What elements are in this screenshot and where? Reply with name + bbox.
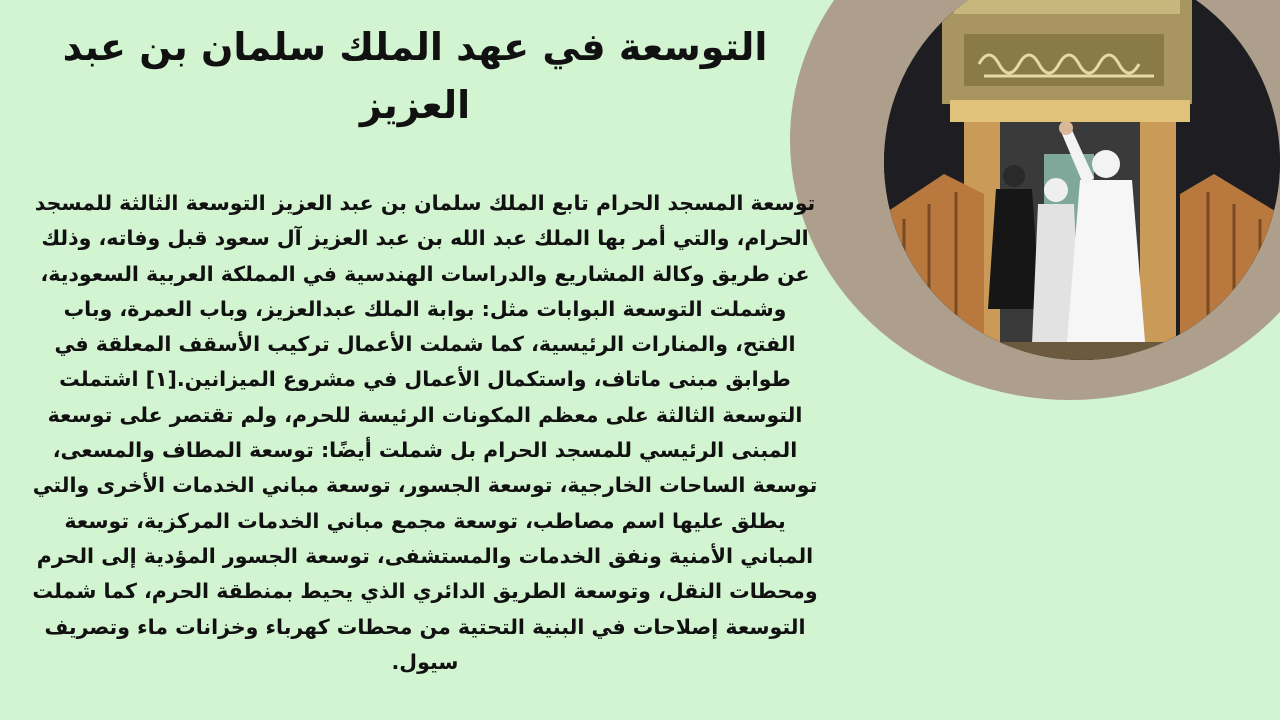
- slide-title: التوسعة في عهد الملك سلمان بن عبد العزيز: [62, 25, 768, 127]
- king-head: [1092, 150, 1120, 178]
- kiswa-calligraphy-band: [964, 34, 1164, 86]
- guard-head: [1003, 165, 1025, 187]
- door-lintel: [950, 100, 1190, 122]
- king-hand: [1059, 121, 1073, 135]
- kiswa-band-top: [954, 0, 1180, 14]
- king-body: [1066, 180, 1146, 354]
- door-pillar-right: [1140, 122, 1176, 352]
- companion-head: [1044, 178, 1068, 202]
- guard-body: [988, 189, 1040, 309]
- slide-body-text: توسعة المسجد الحرام تابع الملك سلمان بن عبد العزيز التوسعة الثالثة للمسجد الحرام، والتي أمر بها الملك عبد الله بن عبد العزيز آل سعود قبل وفاته، وذلك عن طريق وكالة المشاريع والدراسات الهندسية في المملكة العربية السعودية، وشملت التوسعة البوابات مثل: بوابة الملك عبدالعزيز، وباب العمرة، وباب الفتح، والمنارات الرئيسية، كما شملت الأعمال تركيب الأسقف المعلقة في طوابق مبنى ماتاف، واستكمال الأعمال في مشروع الميزانين.[١] اشتملت التوسعة الثالثة على معظم المكونات الرئيسة للحرم، ولم تقتصر على توسعة المبنى الرئيسي للمسجد الحرام بل شملت أيضًا: توسعة المطاف والمسعى، توسعة الساحات الخارجية، توسعة الجسور، توسعة مباني الخدمات الأخرى والتي يطلق عليها اسم مصاطب، توسعة مجمع مباني الخدمات المركزية، توسعة المباني الأمنية ونفق الخدمات والمستشفى، توسعة الجسور المؤدية إلى الحرم ومحطات النقل، وتوسعة الطريق الدائري الذي يحيط بمنطقة الحرم، كما شملت التوسعة إصلاحات في البنية التحتية من محطات كهرباء وخزانات ماء وتصريف سيول.: [32, 191, 818, 674]
